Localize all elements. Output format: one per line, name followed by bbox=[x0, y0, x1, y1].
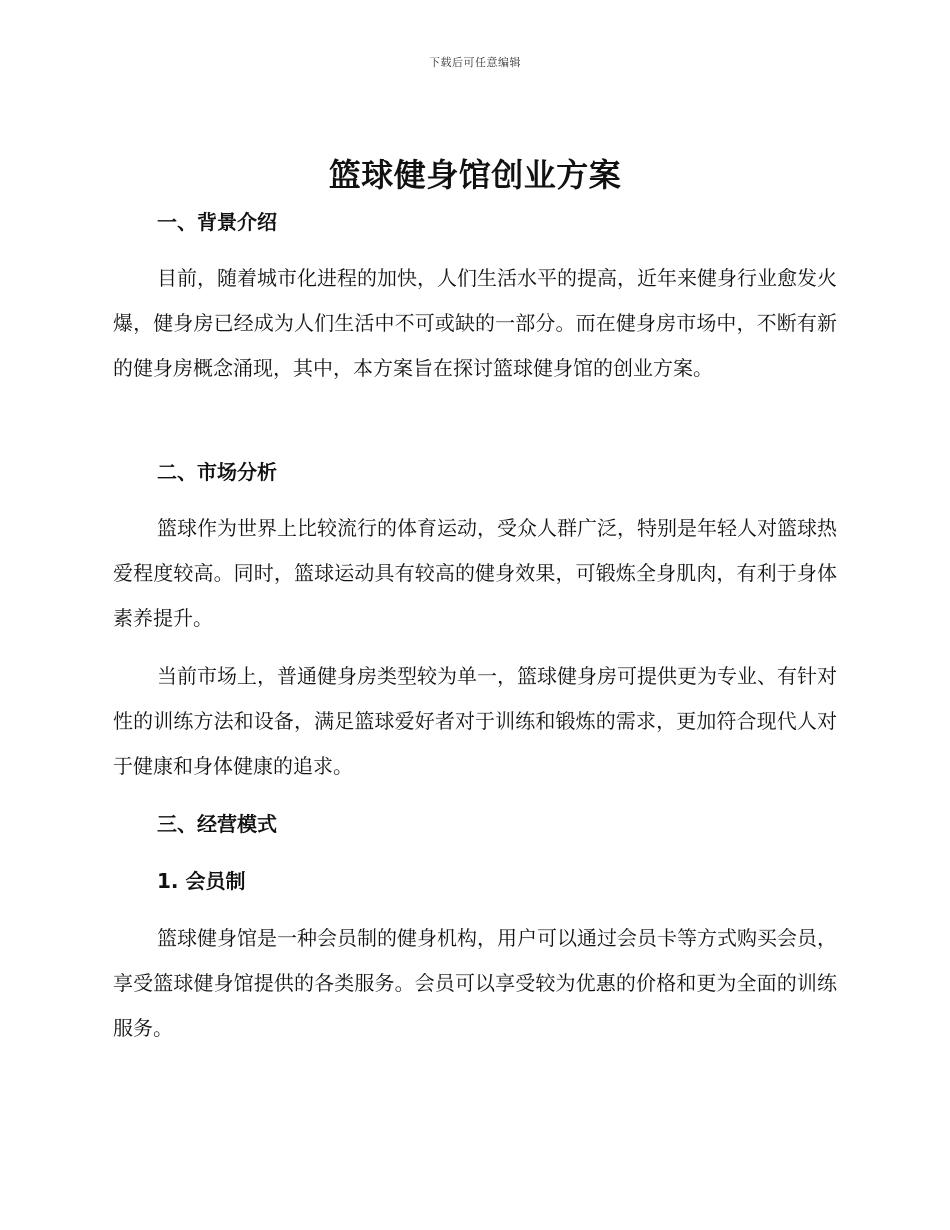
section-heading-business: 三、经营模式 bbox=[157, 812, 277, 836]
paragraph-market-2: 当前市场上，普通健身房类型较为单一，篮球健身房可提供更为专业、有针对性的训练方法和设备，满足篮球爱好者对于训练和锻炼的需求，更加符合现代人对于健康和身体健康的追求。 bbox=[113, 664, 837, 778]
paragraph-background-1: 目前，随着城市化进程的加快，人们生活水平的提高，近年来健身行业愈发火爆，健身房已经成为人们生活中不可或缺的一部分。而在健身房市场中，不断有新的健身房概念涌现，其中，本方案旨在探讨篮球健身馆的创业方案。 bbox=[113, 266, 837, 380]
subsection-heading-membership: 1. 会员制 bbox=[157, 869, 246, 893]
document-title: 篮球健身馆创业方案 bbox=[328, 156, 622, 194]
paragraph-market-1: 篮球作为世界上比较流行的体育运动，受众人群广泛，特别是年轻人对篮球热爱程度较高。同时，篮球运动具有较高的健身效果，可锻炼全身肌肉，有利于身体素养提升。 bbox=[113, 516, 837, 630]
section-heading-market: 二、市场分析 bbox=[157, 460, 277, 484]
paragraph-business-1: 篮球健身馆是一种会员制的健身机构，用户可以通过会员卡等方式购买会员，享受篮球健身馆提供的各类服务。会员可以享受较为优惠的价格和更为全面的训练服务。 bbox=[113, 926, 837, 1040]
section-heading-background: 一、背景介绍 bbox=[157, 210, 277, 234]
page-header-note: 下载后可任意编辑 bbox=[429, 56, 521, 69]
